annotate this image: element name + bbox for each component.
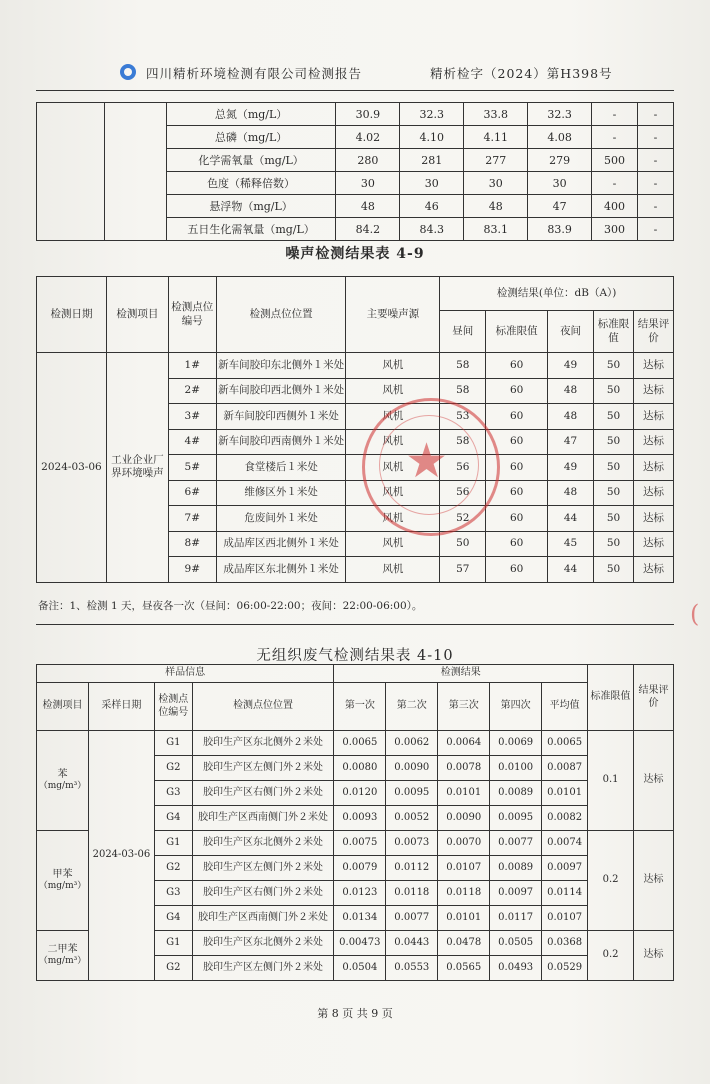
- day-value: 57: [440, 557, 486, 583]
- night-value: 47: [548, 429, 594, 455]
- day-value: 56: [440, 480, 486, 506]
- result-eval: 达标: [633, 429, 673, 455]
- day-limit: 60: [486, 480, 548, 506]
- result-avg: 0.0082: [542, 806, 588, 831]
- item-name: 总磷（mg/L）: [166, 126, 336, 149]
- value-3: 83.1: [464, 218, 528, 241]
- gas-header-eval: 结果评价: [634, 665, 674, 731]
- result-4: 0.0095: [490, 806, 542, 831]
- result-4: 0.0493: [490, 956, 542, 981]
- noise-source: 风机: [346, 531, 440, 557]
- value-3: 4.11: [464, 126, 528, 149]
- standard-limit: 0.2: [588, 831, 634, 931]
- result-1: 0.0120: [334, 781, 386, 806]
- noise-header-location: 检测点位位置: [216, 277, 346, 353]
- night-value: 49: [548, 455, 594, 481]
- result-avg: 0.0368: [542, 931, 588, 956]
- point-location: 胶印生产区左侧门外２米处: [192, 756, 334, 781]
- day-limit: 60: [486, 429, 548, 455]
- noise-header-night-limit: 标准限值: [594, 311, 634, 353]
- value-eval: -: [638, 195, 674, 218]
- result-avg: 0.0529: [542, 956, 588, 981]
- table-row: [37, 103, 674, 126]
- point-location: 新车间胶印西侧外１米处: [216, 404, 346, 430]
- value-3: 277: [464, 149, 528, 172]
- result-3: 0.0118: [438, 881, 490, 906]
- point-no: G4: [154, 806, 192, 831]
- value-eval: -: [638, 218, 674, 241]
- point-location: 新车间胶印西北侧外１米处: [216, 378, 346, 404]
- result-2: 0.0443: [386, 931, 438, 956]
- noise-item: 工业企业厂界环境噪声: [106, 353, 168, 583]
- value-eval: -: [638, 126, 674, 149]
- noise-source: 风机: [346, 455, 440, 481]
- day-value: 58: [440, 353, 486, 379]
- night-value: 44: [548, 557, 594, 583]
- result-1: 0.0123: [334, 881, 386, 906]
- result-3: 0.0101: [438, 781, 490, 806]
- night-limit: 50: [594, 557, 634, 583]
- point-no: G3: [154, 881, 192, 906]
- night-value: 44: [548, 506, 594, 532]
- point-location: 新车间胶印东北侧外１米处: [216, 353, 346, 379]
- gas-item: [37, 931, 89, 981]
- point-location: 成品库区东北侧外１米处: [216, 557, 346, 583]
- point-location: 胶印生产区西南侧门外２米处: [192, 806, 334, 831]
- noise-header-date: 检测日期: [37, 277, 107, 353]
- noise-note: 备注：1、检测 1 天，昼夜各一次（昼间：06:00-22:00；夜间：22:00-06:00）。: [38, 600, 423, 612]
- result-2: 0.0553: [386, 956, 438, 981]
- gas-item-name: 甲苯: [52, 868, 73, 880]
- result-1: 0.0075: [334, 831, 386, 856]
- gas-item-name: 二甲苯: [47, 943, 78, 955]
- point-no: G2: [154, 956, 192, 981]
- result-eval: 达标: [634, 931, 674, 981]
- value-limit: -: [592, 126, 638, 149]
- night-limit: 50: [594, 429, 634, 455]
- item-name: 色度（稀释倍数）: [166, 172, 336, 195]
- point-no: 5#: [168, 455, 216, 481]
- result-3: 0.0107: [438, 856, 490, 881]
- gas-item-unit: （mg/m³）: [38, 781, 87, 792]
- value-1: 4.02: [336, 126, 400, 149]
- result-4: 0.0505: [490, 931, 542, 956]
- point-location: 胶印生产区右侧门外２米处: [192, 781, 334, 806]
- point-no: 1#: [168, 353, 216, 379]
- day-limit: 60: [486, 455, 548, 481]
- point-location: 食堂楼后１米处: [216, 455, 346, 481]
- gas-header-result: 检测结果: [334, 665, 588, 683]
- gas-header-r2: 第二次: [386, 683, 438, 731]
- result-avg: 0.0074: [542, 831, 588, 856]
- noise-header-night: 夜间: [548, 311, 594, 353]
- noise-date: 2024-03-06: [37, 353, 107, 583]
- day-limit: 60: [486, 531, 548, 557]
- value-3: 33.8: [464, 103, 528, 126]
- seal-star-icon: ★: [405, 433, 449, 489]
- point-location: 胶印生产区左侧门外２米处: [192, 956, 334, 981]
- point-no: G3: [154, 781, 192, 806]
- empty-cell: [37, 103, 105, 241]
- point-location: 胶印生产区东北侧外２米处: [192, 831, 334, 856]
- day-value: 52: [440, 506, 486, 532]
- result-4: 0.0100: [490, 756, 542, 781]
- day-value: 58: [440, 429, 486, 455]
- gas-header-r1: 第一次: [334, 683, 386, 731]
- result-3: 0.0565: [438, 956, 490, 981]
- value-2: 84.3: [400, 218, 464, 241]
- company-name: 四川精析环境检测有限公司检测报告: [146, 66, 363, 81]
- value-1: 48: [336, 195, 400, 218]
- noise-source: 风机: [346, 480, 440, 506]
- gas-table: [36, 664, 674, 981]
- result-3: 0.0101: [438, 906, 490, 931]
- point-location: 胶印生产区左侧门外２米处: [192, 856, 334, 881]
- point-no: 7#: [168, 506, 216, 532]
- result-eval: 达标: [634, 831, 674, 931]
- gas-header-r3: 第三次: [438, 683, 490, 731]
- day-value: 50: [440, 531, 486, 557]
- night-limit: 50: [594, 378, 634, 404]
- gas-header-location: 检测点位位置: [192, 683, 334, 731]
- section-rule: [36, 624, 674, 625]
- result-4: 0.0077: [490, 831, 542, 856]
- value-avg: 279: [528, 149, 592, 172]
- result-2: 0.0112: [386, 856, 438, 881]
- value-avg: 30: [528, 172, 592, 195]
- result-1: 0.0065: [334, 731, 386, 756]
- result-eval: 达标: [633, 506, 673, 532]
- result-avg: 0.0107: [542, 906, 588, 931]
- noise-header-point-no: 检测点位编号: [168, 277, 216, 353]
- night-limit: 50: [594, 506, 634, 532]
- header-rule: [36, 90, 674, 91]
- result-2: 0.0090: [386, 756, 438, 781]
- point-no: G1: [154, 731, 192, 756]
- noise-table-title: 噪声检测结果表 4-9: [285, 246, 425, 262]
- result-eval: 达标: [633, 404, 673, 430]
- point-location: 胶印生产区东北侧外２米处: [192, 931, 334, 956]
- result-1: 0.0504: [334, 956, 386, 981]
- gas-header-item: 检测项目: [37, 683, 89, 731]
- value-avg: 4.08: [528, 126, 592, 149]
- gas-header-point-no: 检测点位编号: [154, 683, 192, 731]
- noise-source: 风机: [346, 557, 440, 583]
- result-2: 0.0095: [386, 781, 438, 806]
- result-eval: 达标: [633, 378, 673, 404]
- gas-item-name: 苯: [57, 768, 68, 780]
- value-limit: 500: [592, 149, 638, 172]
- result-avg: 0.0087: [542, 756, 588, 781]
- value-2: 32.3: [400, 103, 464, 126]
- gas-table-title: 无组织废气检测结果表 4-10: [256, 648, 454, 664]
- day-limit: 60: [486, 378, 548, 404]
- point-location: 胶印生产区右侧门外２米处: [192, 881, 334, 906]
- point-no: 8#: [168, 531, 216, 557]
- value-eval: -: [638, 149, 674, 172]
- value-eval: -: [638, 172, 674, 195]
- night-limit: 50: [594, 353, 634, 379]
- value-3: 48: [464, 195, 528, 218]
- day-value: 56: [440, 455, 486, 481]
- result-4: 0.0117: [490, 906, 542, 931]
- result-eval: 达标: [633, 455, 673, 481]
- value-1: 30.9: [336, 103, 400, 126]
- day-value: 58: [440, 378, 486, 404]
- point-location: 维修区外１米处: [216, 480, 346, 506]
- result-1: 0.0079: [334, 856, 386, 881]
- noise-source: 风机: [346, 506, 440, 532]
- night-value: 45: [548, 531, 594, 557]
- value-1: 280: [336, 149, 400, 172]
- company-seal: [362, 398, 500, 536]
- page-header: [120, 62, 640, 84]
- result-eval: 达标: [633, 480, 673, 506]
- result-1: 0.0093: [334, 806, 386, 831]
- result-eval: 达标: [633, 353, 673, 379]
- result-avg: 0.0114: [542, 881, 588, 906]
- gas-item: [37, 731, 89, 831]
- day-limit: 60: [486, 506, 548, 532]
- wastewater-table: [36, 102, 674, 241]
- gas-header-avg: 平均值: [542, 683, 588, 731]
- night-value: 49: [548, 353, 594, 379]
- table-row: [37, 731, 674, 756]
- day-limit: 60: [486, 353, 548, 379]
- edge-seal-fragment: (: [690, 600, 700, 628]
- night-limit: 50: [594, 455, 634, 481]
- table-row: [37, 353, 674, 379]
- gas-item-unit: （mg/m³）: [38, 881, 87, 892]
- point-no: G1: [154, 831, 192, 856]
- night-value: 48: [548, 480, 594, 506]
- result-eval: 达标: [634, 731, 674, 831]
- night-value: 48: [548, 378, 594, 404]
- result-avg: 0.0097: [542, 856, 588, 881]
- point-no: G1: [154, 931, 192, 956]
- point-no: G2: [154, 856, 192, 881]
- night-value: 48: [548, 404, 594, 430]
- point-location: 胶印生产区西南侧门外２米处: [192, 906, 334, 931]
- gas-header-date: 采样日期: [88, 683, 154, 731]
- point-location: 胶印生产区东北侧外２米处: [192, 731, 334, 756]
- value-2: 46: [400, 195, 464, 218]
- item-name: 总氮（mg/L）: [166, 103, 336, 126]
- gas-header-r4: 第四次: [490, 683, 542, 731]
- noise-table: [36, 276, 674, 583]
- point-location: 成品库区西北侧外１米处: [216, 531, 346, 557]
- noise-source: 风机: [346, 404, 440, 430]
- result-3: 0.0090: [438, 806, 490, 831]
- point-location: 新车间胶印西南侧外１米处: [216, 429, 346, 455]
- point-no: 6#: [168, 480, 216, 506]
- value-2: 30: [400, 172, 464, 195]
- item-name: 化学需氧量（mg/L）: [166, 149, 336, 172]
- company-logo-icon: [120, 64, 136, 80]
- result-2: 0.0118: [386, 881, 438, 906]
- noise-header-eval: 结果评价: [633, 311, 673, 353]
- result-4: 0.0097: [490, 881, 542, 906]
- result-avg: 0.0065: [542, 731, 588, 756]
- night-limit: 50: [594, 404, 634, 430]
- document-number: 精析检字（2024）第H398号: [430, 66, 613, 81]
- point-no: 4#: [168, 429, 216, 455]
- noise-header-day-limit: 标准限值: [486, 311, 548, 353]
- result-4: 0.0089: [490, 781, 542, 806]
- value-limit: 300: [592, 218, 638, 241]
- result-3: 0.0478: [438, 931, 490, 956]
- value-avg: 83.9: [528, 218, 592, 241]
- result-4: 0.0069: [490, 731, 542, 756]
- result-2: 0.0052: [386, 806, 438, 831]
- value-2: 281: [400, 149, 464, 172]
- result-1: 0.0080: [334, 756, 386, 781]
- gas-header-limit: 标准限值: [588, 665, 634, 731]
- point-no: 9#: [168, 557, 216, 583]
- value-3: 30: [464, 172, 528, 195]
- result-1: 0.00473: [334, 931, 386, 956]
- point-no: 3#: [168, 404, 216, 430]
- gas-item: [37, 831, 89, 931]
- night-limit: 50: [594, 480, 634, 506]
- standard-limit: 0.1: [588, 731, 634, 831]
- value-limit: -: [592, 103, 638, 126]
- noise-header-day: 昼间: [440, 311, 486, 353]
- noise-source: 风机: [346, 378, 440, 404]
- noise-header-source: 主要噪声源: [346, 277, 440, 353]
- result-eval: 达标: [633, 557, 673, 583]
- day-limit: 60: [486, 404, 548, 430]
- gas-date: 2024-03-06: [88, 731, 154, 981]
- point-location: 危废间外１米处: [216, 506, 346, 532]
- value-1: 30: [336, 172, 400, 195]
- empty-cell: [104, 103, 166, 241]
- gas-item-unit: （mg/m³）: [38, 956, 87, 967]
- result-2: 0.0062: [386, 731, 438, 756]
- standard-limit: 0.2: [588, 931, 634, 981]
- value-eval: -: [638, 103, 674, 126]
- result-3: 0.0064: [438, 731, 490, 756]
- value-2: 4.10: [400, 126, 464, 149]
- result-eval: 达标: [633, 531, 673, 557]
- value-avg: 32.3: [528, 103, 592, 126]
- result-3: 0.0070: [438, 831, 490, 856]
- day-limit: 60: [486, 557, 548, 583]
- noise-source: 风机: [346, 429, 440, 455]
- value-limit: 400: [592, 195, 638, 218]
- noise-header-item: 检测项目: [106, 277, 168, 353]
- result-4: 0.0089: [490, 856, 542, 881]
- result-avg: 0.0101: [542, 781, 588, 806]
- noise-header-result: 检测结果(单位：dB（A）): [440, 277, 674, 311]
- value-limit: -: [592, 172, 638, 195]
- result-3: 0.0078: [438, 756, 490, 781]
- day-value: 53: [440, 404, 486, 430]
- point-no: G4: [154, 906, 192, 931]
- item-name: 悬浮物（mg/L）: [166, 195, 336, 218]
- gas-header-sample-info: 样品信息: [37, 665, 334, 683]
- value-1: 84.2: [336, 218, 400, 241]
- result-2: 0.0077: [386, 906, 438, 931]
- result-1: 0.0134: [334, 906, 386, 931]
- page-footer: 第 8 页 共 9 页: [317, 1007, 393, 1020]
- value-avg: 47: [528, 195, 592, 218]
- item-name: 五日生化需氧量（mg/L）: [166, 218, 336, 241]
- noise-source: 风机: [346, 353, 440, 379]
- night-limit: 50: [594, 531, 634, 557]
- result-2: 0.0073: [386, 831, 438, 856]
- point-no: 2#: [168, 378, 216, 404]
- point-no: G2: [154, 756, 192, 781]
